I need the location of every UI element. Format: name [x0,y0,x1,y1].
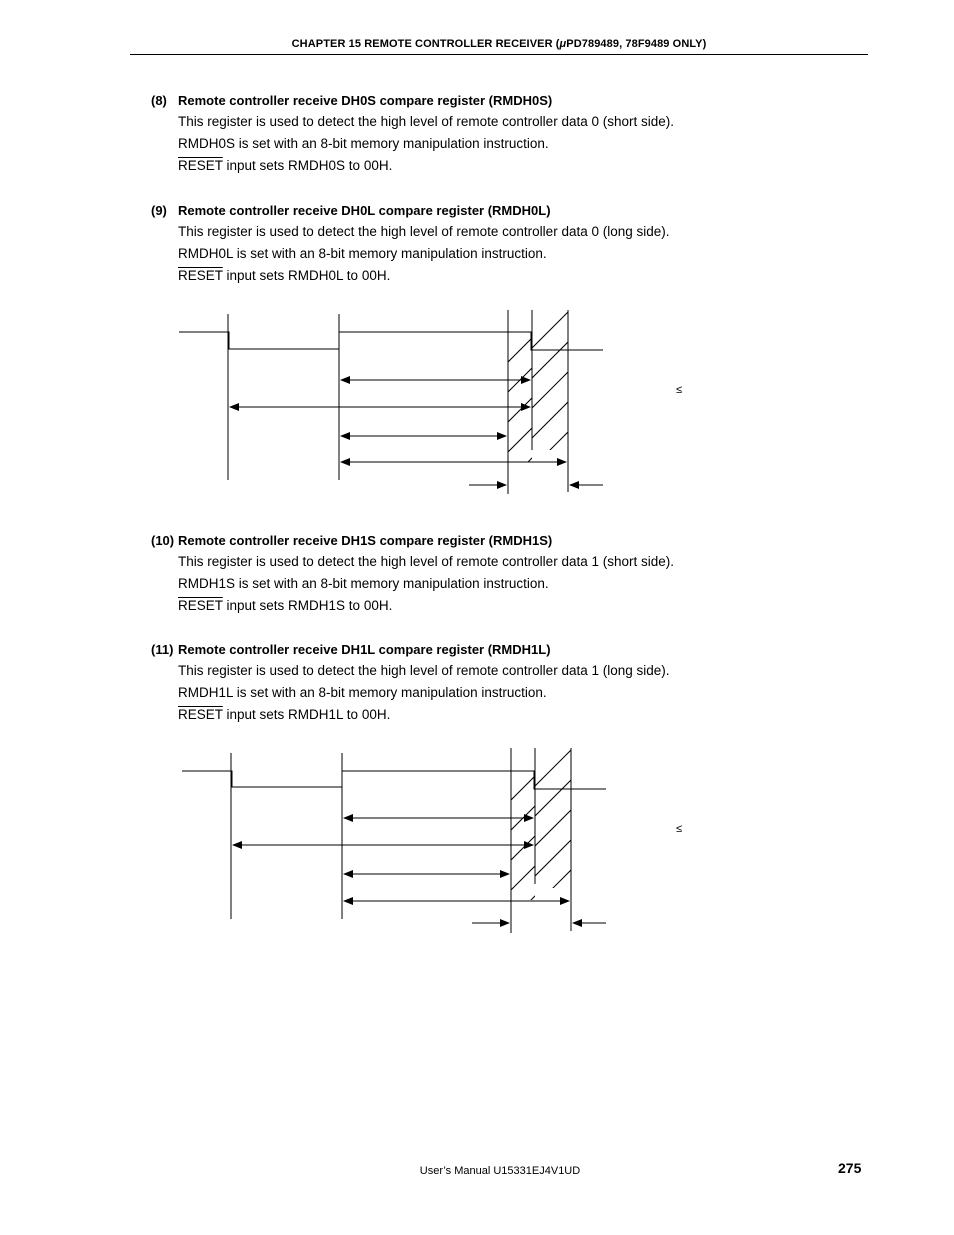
footer-manual-id: User’s Manual U15331EJ4V1UD [419,1165,581,1177]
section-setting-note: RMDH0L is set with an 8-bit memory manipulation instruction. [178,246,547,261]
section-description: This register is used to detect the high level of remote controller data 0 (short side). [178,114,674,129]
section-title: (10) Remote controller receive DH1S compare register (RMDH1S) [151,533,553,548]
page-number: 275 [838,1160,862,1176]
section-reset-note: RESET input sets RMDH0S to 00H. [178,158,393,173]
section-reset-note: RESET input sets RMDH0L to 00H. [178,268,391,283]
remote-signal-waveform [182,771,606,789]
timing-diagram-data1 [0,740,954,940]
section-setting-note: RMDH1S is set with an 8-bit memory manipulation instruction. [178,576,549,591]
timing-arrows [230,380,603,485]
section-reset-note: RESET input sets RMDH1S to 00H. [178,598,393,613]
header-rule [130,54,868,55]
timing-guides [228,310,568,494]
comparison-symbol: ≤ [676,384,683,396]
chapter-header: CHAPTER 15 REMOTE CONTROLLER RECEIVER (μPD789489, 78F9489 ONLY) [291,38,707,50]
timing-arrows [233,818,606,923]
hatch-region-b [523,740,583,918]
section-title: (9) Remote controller receive DH0L compare register (RMDH0L) [151,203,551,218]
section-description: This register is used to detect the high level of remote controller data 0 (long side). [178,224,670,239]
section-setting-note: RMDH1L is set with an 8-bit memory manipulation instruction. [178,685,547,700]
section-rmdh1l [151,640,771,726]
section-rmdh1s [151,531,771,617]
section-reset-note: RESET input sets RMDH1L to 00H. [178,707,391,722]
hatch-region-b [520,300,580,480]
comparison-symbol: ≤ [676,823,683,835]
section-rmdh0s [151,91,771,177]
section-title: (8) Remote controller receive DH0S compare register (RMDH0S) [151,93,553,108]
hatch-region-a [500,310,560,490]
section-description: This register is used to detect the high level of remote controller data 1 (long side). [178,663,670,678]
section-description: This register is used to detect the high level of remote controller data 1 (short side). [178,554,674,569]
section-title: (11) Remote controller receive DH1L compare register (RMDH1L) [151,642,551,657]
section-rmdh0l [151,201,771,287]
section-setting-note: RMDH0S is set with an 8-bit memory manipulation instruction. [178,136,549,151]
timing-guides [231,748,571,933]
timing-diagram-data0 [0,300,954,500]
